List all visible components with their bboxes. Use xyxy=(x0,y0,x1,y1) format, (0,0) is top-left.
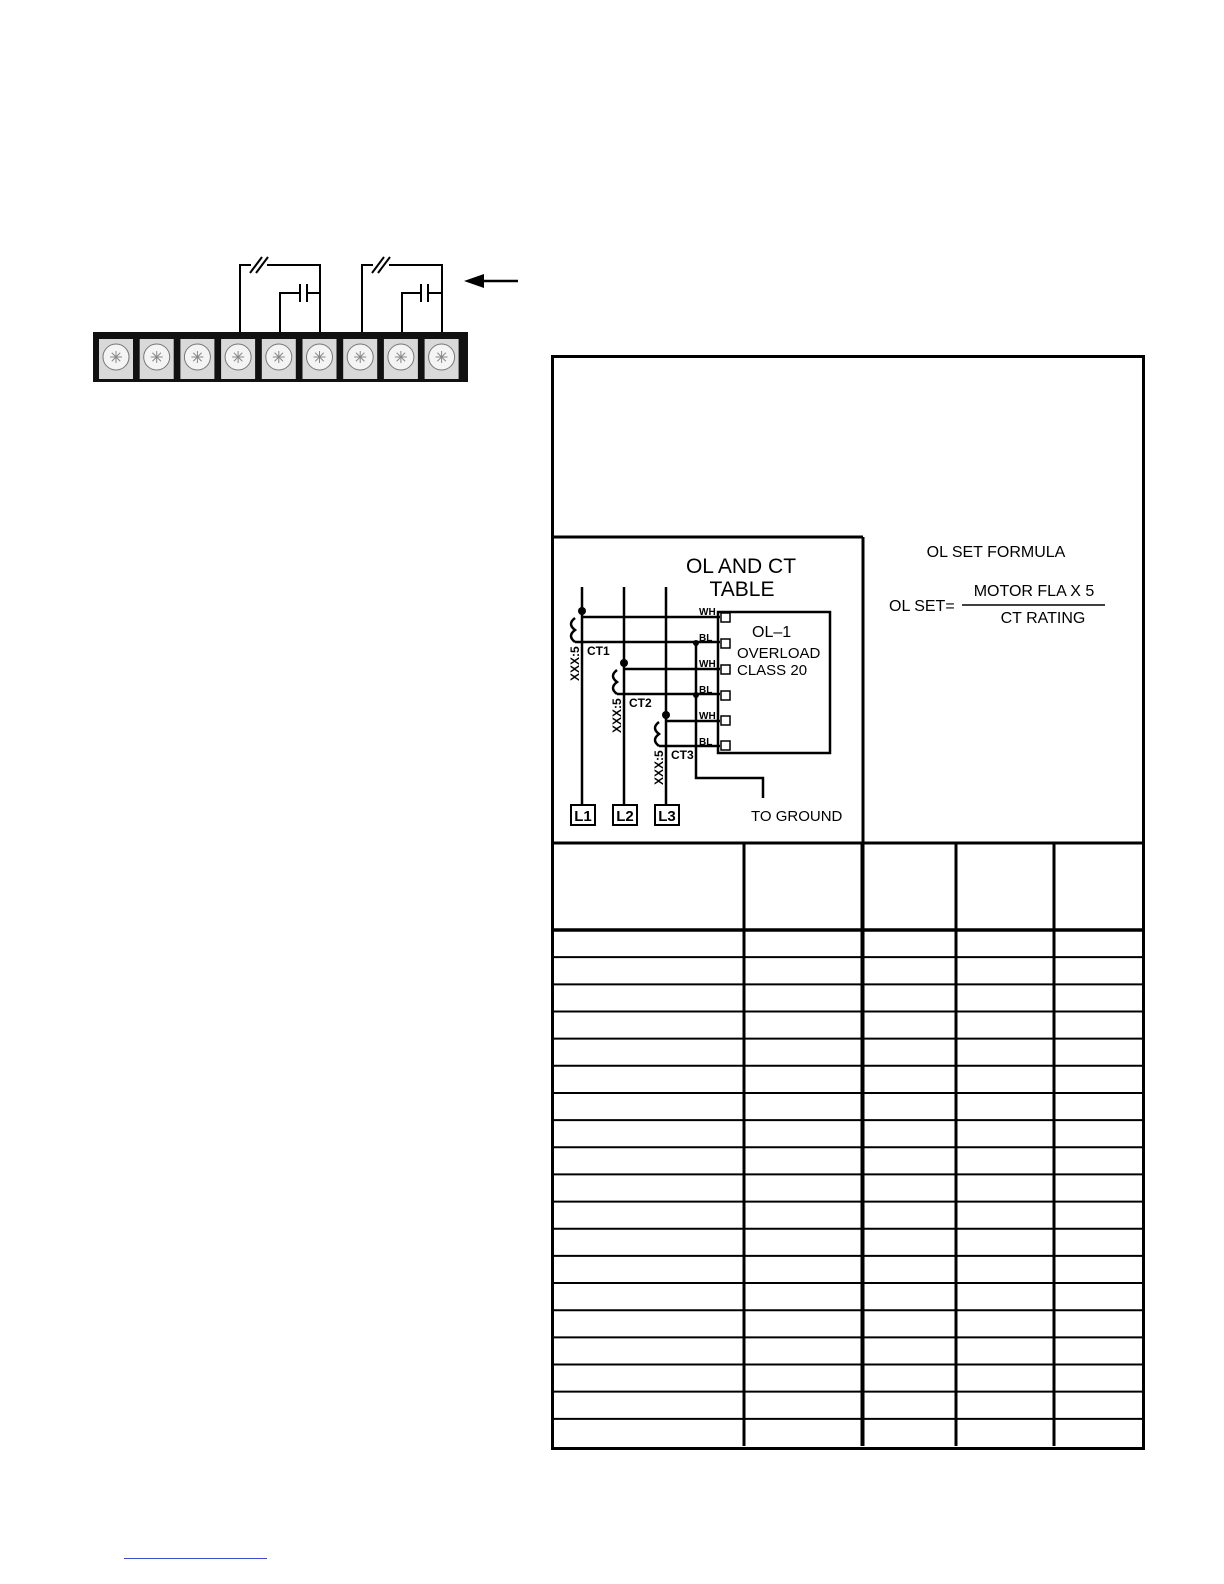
ct1-coil xyxy=(571,618,575,642)
ct3-label: CT3 xyxy=(671,748,694,762)
ct1-label: CT1 xyxy=(587,644,610,658)
wire-label-wh-1: WH xyxy=(699,607,716,618)
formula-numerator: MOTOR FLA X 5 xyxy=(973,583,1095,600)
overload-name: OL–1 xyxy=(752,624,792,641)
wire-labels xyxy=(699,607,716,748)
overload-class: CLASS 20 xyxy=(737,662,808,679)
line-label-l1: L1 xyxy=(574,808,592,825)
ct1-ratio-label: XXX:5 xyxy=(568,646,582,681)
wire-label-bl-2: BL xyxy=(699,685,713,696)
footer-link-underline[interactable] xyxy=(124,1558,267,1559)
ct3-ratio-label: XXX:5 xyxy=(652,750,666,785)
ct2-ratio-label: XXX:5 xyxy=(610,698,624,733)
line-label-l3: L3 xyxy=(658,808,676,825)
wire-label-bl-1: BL xyxy=(699,633,713,644)
to-ground-label: TO GROUND xyxy=(751,808,843,825)
formula-title: OL SET FORMULA xyxy=(926,544,1066,561)
formula-denominator: CT RATING xyxy=(1000,610,1086,627)
ct3-coil xyxy=(655,722,659,746)
ol-ct-title-line1: OL AND CT xyxy=(685,555,797,578)
wire-label-wh-2: WH xyxy=(699,659,716,670)
ct2-coil xyxy=(613,670,617,694)
junction-dot-l3 xyxy=(662,711,670,719)
ol-ct-title-line2: TABLE xyxy=(709,578,775,601)
ol-ct-data-table xyxy=(553,843,1143,1446)
ct2-label: CT2 xyxy=(629,696,652,710)
overload-type: OVERLOAD xyxy=(737,645,821,662)
junction-dot-l1 xyxy=(578,607,586,615)
line-label-l2: L2 xyxy=(616,808,634,825)
wire-label-bl-3: BL xyxy=(699,737,713,748)
formula-lhs: OL SET= xyxy=(889,598,955,615)
junction-dot-l2 xyxy=(620,659,628,667)
wire-label-wh-3: WH xyxy=(699,711,716,722)
overload-terminals xyxy=(721,613,730,750)
